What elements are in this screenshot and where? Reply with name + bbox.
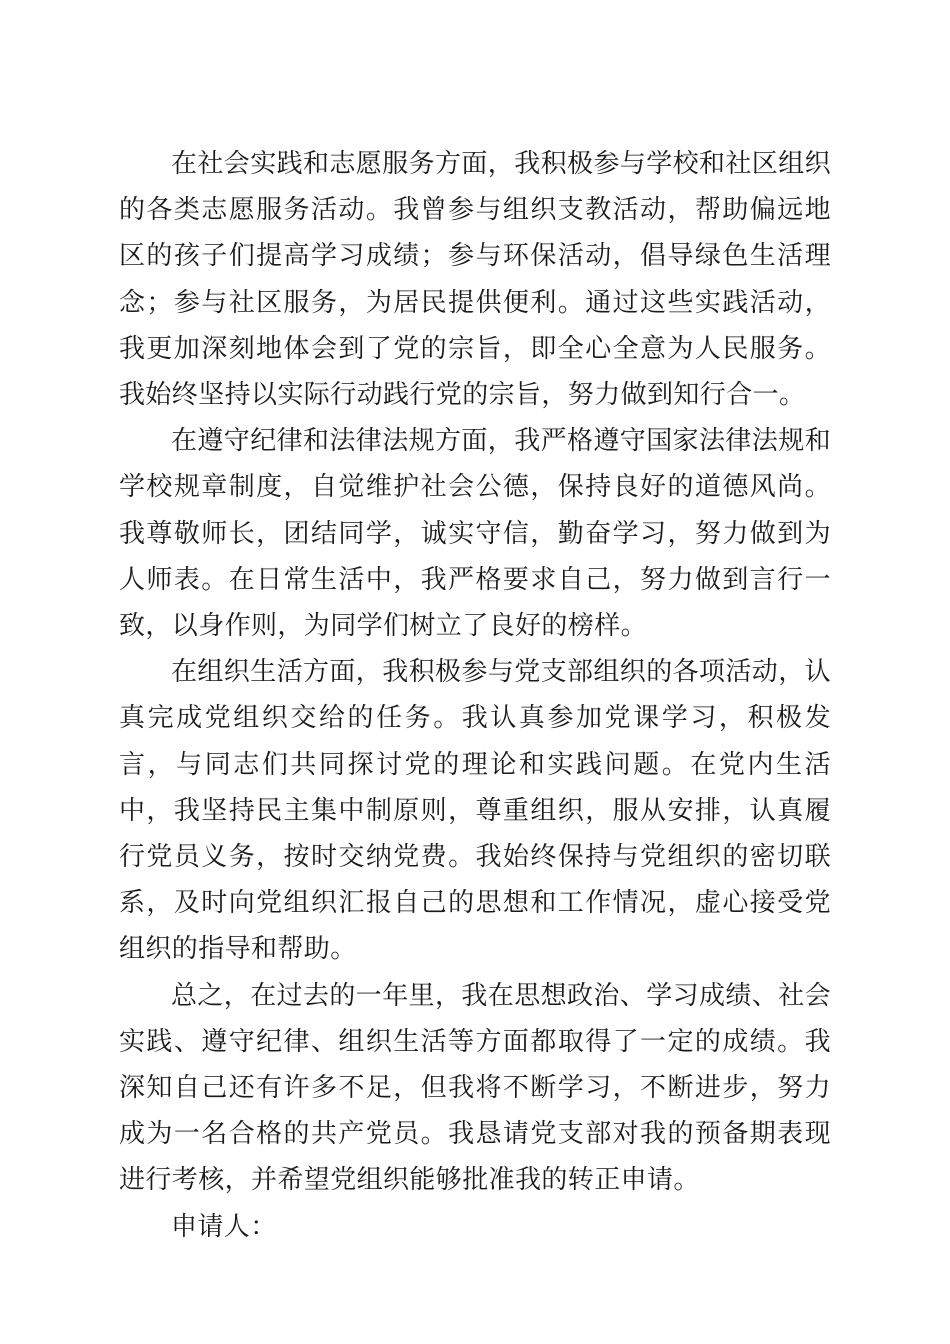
paragraph-organization-life: 在组织生活方面，我积极参与党支部组织的各项活动，认真完成党组织交给的任务。我认真参加党课学习，积极发言，与同志们共同探讨党的理论和实践问题。在党内生活中，我坚持民主集中制原则，尊重组织，服从安排，认真履行党员义务，按时交纳党费。我始终保持与党组织的密切联系，及时向党组织汇报自己的思想和工作情况，虚心接受党组织的指导和帮助。 xyxy=(119,657,832,965)
paragraph-conclusion: 总之，在过去的一年里，我在思想政治、学习成绩、社会实践、遵守纪律、组织生活等方面都取得了一定的成绩。我深知自己还有许多不足，但我将不断学习，不断进步，努力成为一名合格的共产党员。我恳请党支部对我的预备期表现进行考核，并希望党组织能够批准我的转正申请。 xyxy=(119,980,832,1196)
signature-label: 申请人： xyxy=(171,1211,277,1242)
document-body xyxy=(119,141,831,1250)
paragraph-social-practice: 在社会实践和志愿服务方面，我积极参与学校和社区组织的各类志愿服务活动。我曾参与组织支教活动，帮助偏远地区的孩子们提高学习成绩；参与环保活动，倡导绿色生活理念；参与社区服务，为居民提供便利。通过这些实践活动，我更加深刻地体会到了党的宗旨，即全心全意为人民服务。我始终坚持以实际行动践行党的宗旨，努力做到知行合一。 xyxy=(119,149,832,411)
paragraph-discipline: 在遵守纪律和法律法规方面，我严格遵守国家法律法规和学校规章制度，自觉维护社会公德，保持良好的道德风尚。我尊敬师长，团结同学，诚实守信，勤奋学习，努力做到为人师表。在日常生活中，我严格要求自己，努力做到言行一致，以身作则，为同学们树立了良好的榜样。 xyxy=(119,426,832,642)
